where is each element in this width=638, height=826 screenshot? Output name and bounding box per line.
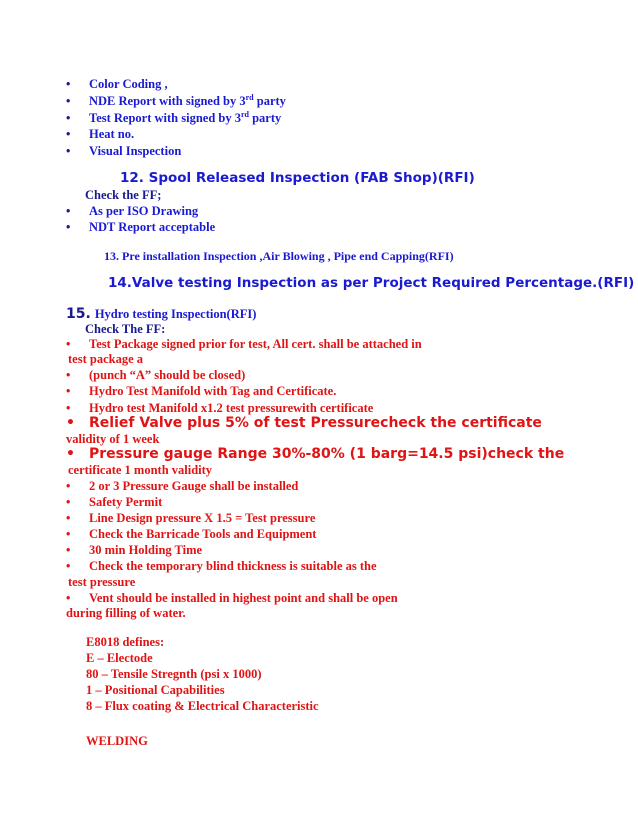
list-item-text: Color Coding , [89,77,168,91]
electrode-line: 80 – Tensile Stregnth (psi x 1000) [86,667,262,681]
section-15-title: Hydro testing Inspection(RFI) [94,307,257,321]
list-item-text: Test Report with signed by 3 [89,111,241,125]
list-item-continuation: certificate 1 month validity [68,463,213,477]
section-14-heading: 14.Valve testing Inspection as per Project Required Percentage.(RFI) [108,275,635,291]
section-12-check: Check the FF; [85,188,162,202]
bullet: • [66,559,71,573]
list-item-text: Hydro test Manifold x1.2 test pressurewith certificate [89,401,374,415]
bullet: • [66,384,71,398]
bullet: • [66,77,71,91]
bullet: • [66,446,75,462]
bullet: • [66,337,71,351]
list-item-text: Pressure gauge Range 30%-80% (1 barg=14.5 psi)check the [89,446,565,462]
bullet: • [66,527,71,541]
list-item-text: Heat no. [89,127,135,141]
list-item-text: Check the Barricade Tools and Equipment [89,527,317,541]
section-12-heading: 12. Spool Released Inspection (FAB Shop)(RFI) [120,170,475,186]
list-item-text: As per ISO Drawing [89,204,199,218]
list-item-text: Line Design pressure X 1.5 = Test pressure [89,511,316,525]
bullet: • [66,368,71,382]
electrode-line: 8 – Flux coating & Electrical Characteristic [86,699,319,713]
bullet: • [66,479,71,493]
list-item-text: NDT Report acceptable [89,220,216,234]
list-item-tail: party [248,111,282,125]
list-item-text: 30 min Holding Time [89,543,203,557]
list-item-text: Visual Inspection [89,144,182,158]
welding-heading: WELDING [86,734,148,748]
list-item-text: Relief Valve plus 5% of test Pressurecheck the certificate [89,415,542,431]
bullet: • [66,415,75,431]
electrode-line: 1 – Positional Capabilities [86,683,225,697]
list-item-text: Check the temporary blind thickness is suitable as the [89,559,377,573]
ordinal-suffix: rd [245,92,254,102]
bullet: • [66,144,71,158]
list-item-text: (punch “A” should be closed) [89,368,246,382]
list-item-tail: party [253,94,286,108]
list-item-continuation: test pressure [68,575,136,589]
list-item-text: Hydro Test Manifold with Tag and Certificate. [89,384,337,398]
list-item-text: 2 or 3 Pressure Gauge shall be installed [89,479,299,493]
list-item-continuation: test package a [68,352,143,366]
bullet: • [66,511,71,525]
electrode-line: E – Electode [86,651,153,665]
section-15-number: 15. [66,306,91,322]
list-item-text: NDE Report with signed by 3 [89,94,246,108]
bullet: • [66,111,71,125]
ordinal-suffix: rd [240,109,249,119]
list-item-continuation: during filling of water. [66,606,186,620]
bullet: • [66,220,71,234]
bullet: • [66,591,71,605]
section-15-check: Check The FF: [85,322,166,336]
section-13-heading: 13. Pre installation Inspection ,Air Blowing , Pipe end Capping(RFI) [104,249,454,263]
list-item-text: Vent should be installed in highest point and shall be open [89,591,398,605]
bullet: • [66,495,71,509]
list-item-text: Test Package signed prior for test, All cert. shall be attached in [89,337,422,351]
list-item-text: Safety Permit [89,495,163,509]
bullet: • [66,94,71,108]
bullet: • [66,204,71,218]
bullet: • [66,401,71,415]
bullet: • [66,127,71,141]
bullet: • [66,543,71,557]
list-item-continuation: validity of 1 week [66,432,160,446]
electrode-line: E8018 defines: [86,635,165,649]
